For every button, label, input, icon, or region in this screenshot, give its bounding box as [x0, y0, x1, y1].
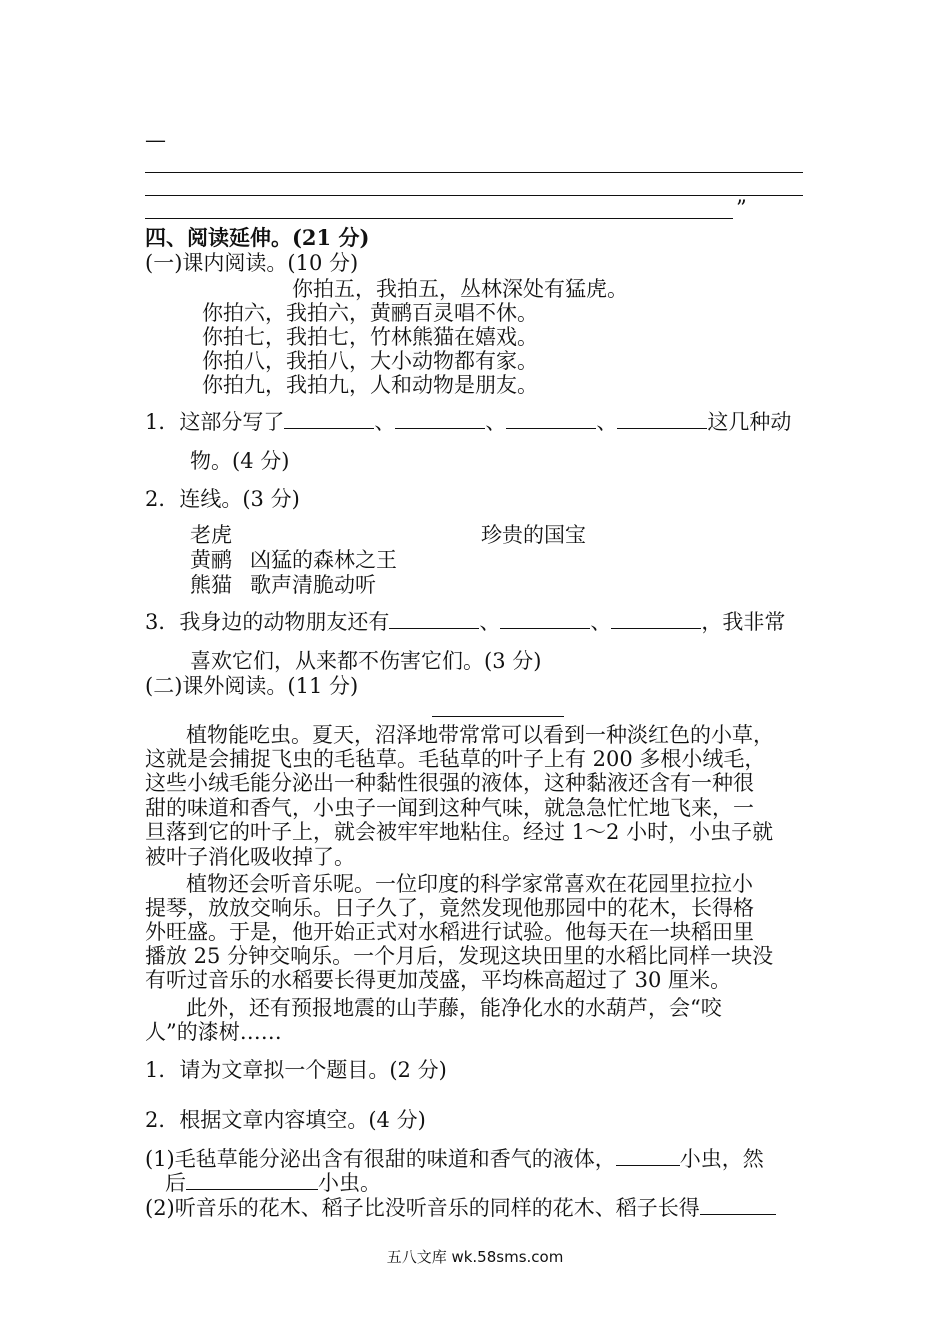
poem-line: 你拍五，我拍五，丛林深处有猛虎。: [292, 277, 628, 301]
fill-item-1-cont: [165, 1171, 381, 1195]
blank-field[interactable]: [506, 410, 596, 429]
question-text: 小虫，然: [679, 1147, 764, 1171]
passage-line: 这就是会捕捉飞虫的毛毡草。毛毡草的叶子上有 200 多根小绒毛，: [145, 747, 766, 771]
match-animal: 老虎: [190, 523, 232, 547]
question-text: 1．这部分写了: [145, 410, 285, 434]
passage-line: 旦落到它的叶子上，就会被牢牢地粘住。经过 1～2 小时，小虫子就: [145, 820, 774, 844]
passage-line: 植物能吃虫。夏天，沼泽地带常常可以看到一种淡红色的小草，: [186, 723, 774, 747]
blank-field[interactable]: [616, 1147, 680, 1166]
question-3: [145, 610, 785, 634]
part1-heading: (一)课内阅读。(10 分): [145, 251, 359, 275]
blank-field[interactable]: [611, 610, 701, 629]
closing-quote: ”: [736, 196, 747, 220]
match-description: 歌声清脆动听: [250, 573, 376, 597]
match-description: 凶猛的森林之王: [250, 548, 397, 572]
fill-item-1: [145, 1147, 764, 1171]
question-text: ，我非常: [701, 610, 786, 634]
question-text: 后: [165, 1171, 186, 1195]
dash-mark: —: [145, 128, 166, 152]
poem-line: 你拍六，我拍六，黄鹂百灵唱不休。: [202, 301, 538, 325]
separator: 、: [479, 610, 501, 634]
passage-line: 播放 25 分钟交响乐。一个月后，发现这块田里的水稻比同样一块没: [145, 944, 774, 968]
section-heading: 四、阅读延伸。(21 分): [145, 225, 370, 250]
answer-line: [145, 218, 733, 219]
blank-field[interactable]: [395, 410, 485, 429]
passage-line: 提琴，放放交响乐。日子久了，竟然发现他那园中的花木，长得格: [145, 896, 754, 920]
passage-line: 被叶子消化吸收掉了。: [145, 845, 355, 869]
passage-line: 外旺盛。于是，他开始正式对水稻进行试验。他每天在一块稻田里: [145, 920, 754, 944]
passage-line: 植物还会听音乐呢。一位印度的科学家常喜欢在花园里拉拉小: [186, 872, 753, 896]
match-animal: 熊猫: [190, 573, 232, 597]
question-text: 小虫。: [318, 1171, 381, 1195]
answer-line: [145, 195, 803, 196]
blank-field[interactable]: [186, 1171, 318, 1190]
footer-watermark: 五八文库 wk.58sms.com: [386, 1248, 564, 1266]
question-text: (2)听音乐的花木、稻子比没听音乐的同样的花木、稻子长得: [145, 1196, 700, 1220]
passage-line: 甜的味道和香气，小虫子一闻到这种气味，就急急忙忙地飞来，一: [145, 796, 754, 820]
question-text-cont: 物。(4 分): [190, 449, 290, 473]
separator: 、: [374, 410, 396, 434]
part2-heading: (二)课外阅读。(11 分): [145, 674, 359, 698]
poem-line: 你拍八，我拍八，大小动物都有家。: [202, 349, 538, 373]
passage-line: 这些小绒毛能分泌出一种黏性很强的液体，这种黏液还含有一种很: [145, 771, 754, 795]
question-text: (1)毛毡草能分泌出含有很甜的味道和香气的液体，: [145, 1147, 616, 1171]
question-1: 1．请为文章拟一个题目。(2 分): [145, 1058, 447, 1082]
fill-item-2: [145, 1196, 776, 1220]
passage-line: 人”的漆树……: [145, 1020, 282, 1044]
question-text: 3．我身边的动物朋友还有: [145, 610, 390, 634]
question-2: 2．根据文章内容填空。(4 分): [145, 1108, 426, 1132]
blank-field[interactable]: [700, 1196, 776, 1215]
blank-field[interactable]: [284, 410, 374, 429]
separator: 、: [590, 610, 612, 634]
answer-line: [145, 172, 803, 173]
separator: 、: [596, 410, 618, 434]
question-2: 2．连线。(3 分): [145, 487, 300, 511]
poem-line: 你拍七，我拍七，竹林熊猫在嬉戏。: [202, 325, 538, 349]
blank-field[interactable]: [617, 410, 707, 429]
passage-line: 此外，还有预报地震的山芋藤，能净化水的水葫芦，会“咬: [186, 996, 722, 1020]
passage-line: 有听过音乐的水稻要长得更加茂盛，平均株高超过了 30 厘米。: [145, 968, 732, 992]
blank-field[interactable]: [500, 610, 590, 629]
question-text-cont: 喜欢它们，从来都不伤害它们。(3 分): [190, 649, 542, 673]
match-description: 珍贵的国宝: [481, 523, 586, 547]
blank-field[interactable]: [389, 610, 479, 629]
separator: 、: [485, 410, 507, 434]
question-text: 这几种动: [707, 410, 792, 434]
title-blank-line[interactable]: [432, 716, 564, 717]
poem-line: 你拍九，我拍九，人和动物是朋友。: [202, 373, 538, 397]
match-animal: 黄鹂: [190, 548, 232, 572]
question-1: [145, 410, 791, 434]
